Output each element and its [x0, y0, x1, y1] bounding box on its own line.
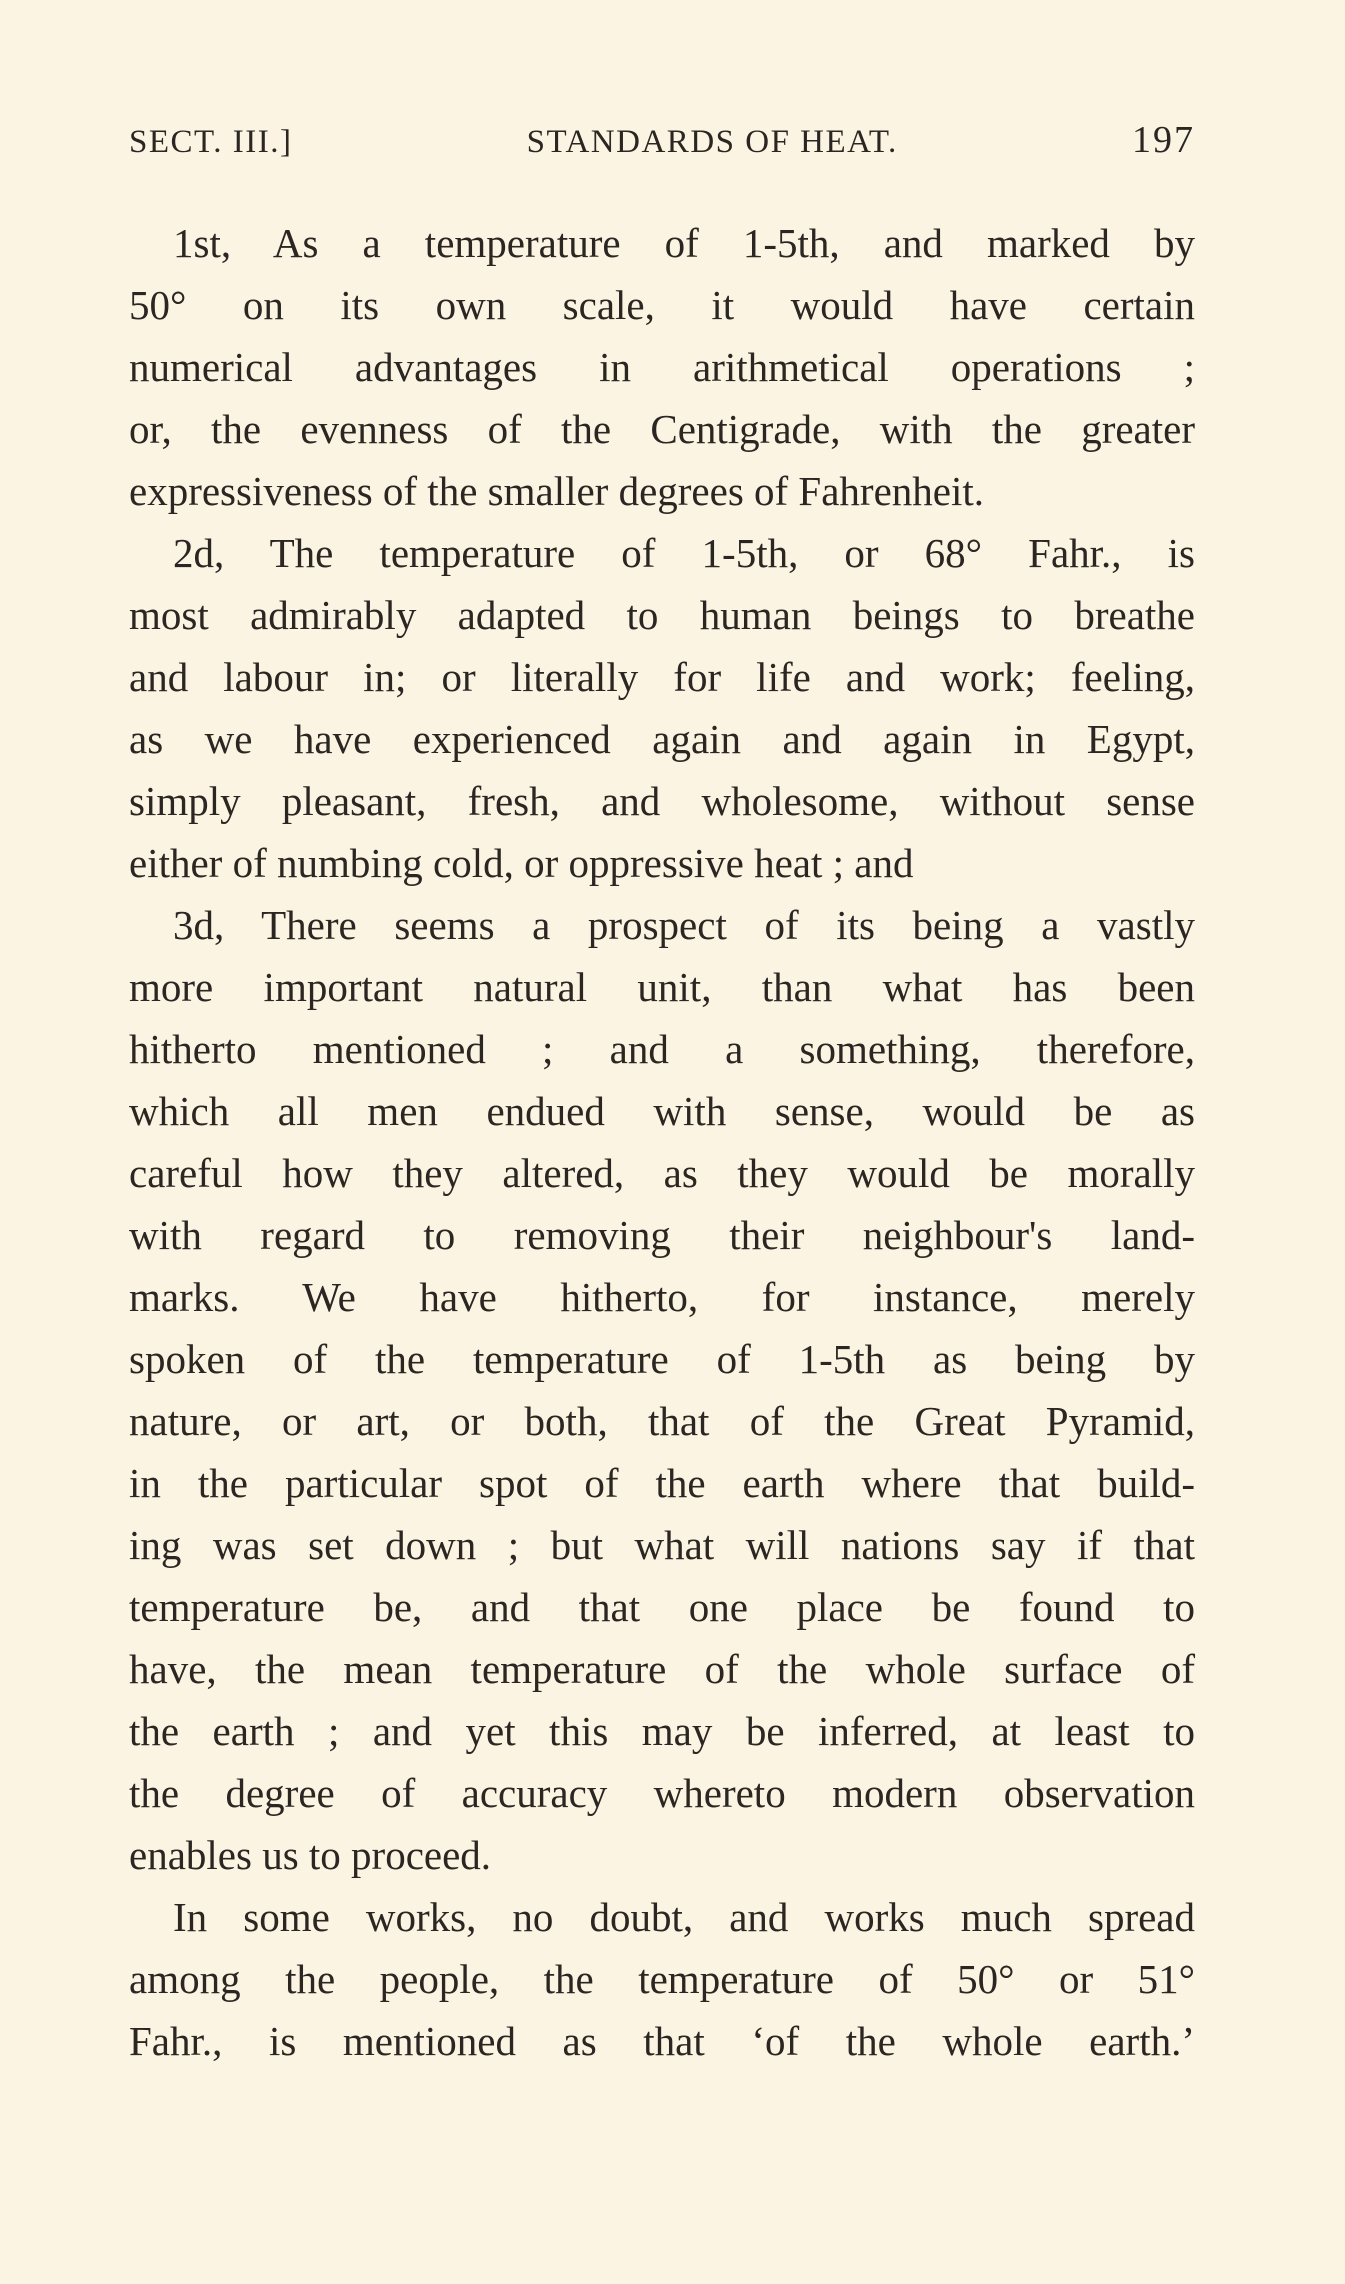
text-line: more important natural unit, than what has been: [129, 964, 1195, 1010]
text-line: In some works, no doubt, and works much spread: [173, 1894, 1195, 1940]
text-line: with regard to removing their neighbour's land-: [129, 1212, 1195, 1258]
text-line: or, the evenness of the Centigrade, with the greater: [129, 406, 1195, 452]
text-line: have, the mean temperature of the whole surface of: [129, 1646, 1195, 1692]
body-text: [129, 212, 1195, 2072]
text-line: most admirably adapted to human beings to breathe: [129, 592, 1195, 638]
text-line: 3d, There seems a prospect of its being a vastly: [173, 902, 1195, 948]
text-line: numerical advantages in arithmetical operations ;: [129, 344, 1195, 390]
text-line: which all men endued with sense, would be as: [129, 1088, 1195, 1134]
text-line: spoken of the temperature of 1-5th as being by: [129, 1336, 1195, 1382]
text-line: the earth ; and yet this may be inferred, at least to: [129, 1708, 1195, 1754]
running-header: [129, 118, 1195, 168]
text-line: either of numbing cold, or oppressive heat ; and: [129, 840, 914, 886]
text-line: 2d, The temperature of 1-5th, or 68° Fahr., is: [173, 530, 1195, 576]
text-line: careful how they altered, as they would be morally: [129, 1150, 1195, 1196]
text-line: 1st, As a temperature of 1-5th, and marked by: [173, 220, 1195, 266]
text-line: ing was set down ; but what will nations say if that: [129, 1522, 1195, 1568]
section-label: SECT. III.]: [129, 124, 293, 160]
text-line: the degree of accuracy whereto modern observation: [129, 1770, 1195, 1816]
text-line: and labour in; or literally for life and work; feeling,: [129, 654, 1195, 700]
page-number: 197: [1131, 119, 1195, 161]
text-line: enables us to proceed.: [129, 1832, 492, 1878]
text-line: hitherto mentioned ; and a something, therefore,: [129, 1026, 1195, 1072]
text-line: nature, or art, or both, that of the Great Pyramid,: [129, 1398, 1195, 1444]
text-line: in the particular spot of the earth where that build-: [129, 1460, 1195, 1506]
text-line: marks. We have hitherto, for instance, merely: [129, 1274, 1195, 1320]
text-line: 50° on its own scale, it would have certain: [129, 282, 1195, 328]
text-line: expressiveness of the smaller degrees of Fahrenheit.: [129, 468, 985, 514]
text-line: among the people, the temperature of 50° or 51°: [129, 1956, 1195, 2002]
running-title: STANDARDS OF HEAT.: [526, 124, 898, 160]
text-line: Fahr., is mentioned as that ‘of the whole earth.’: [129, 2018, 1195, 2064]
text-line: as we have experienced again and again in Egypt,: [129, 716, 1195, 762]
text-line: simply pleasant, fresh, and wholesome, without sense: [129, 778, 1195, 824]
text-line: temperature be, and that one place be found to: [129, 1584, 1195, 1630]
